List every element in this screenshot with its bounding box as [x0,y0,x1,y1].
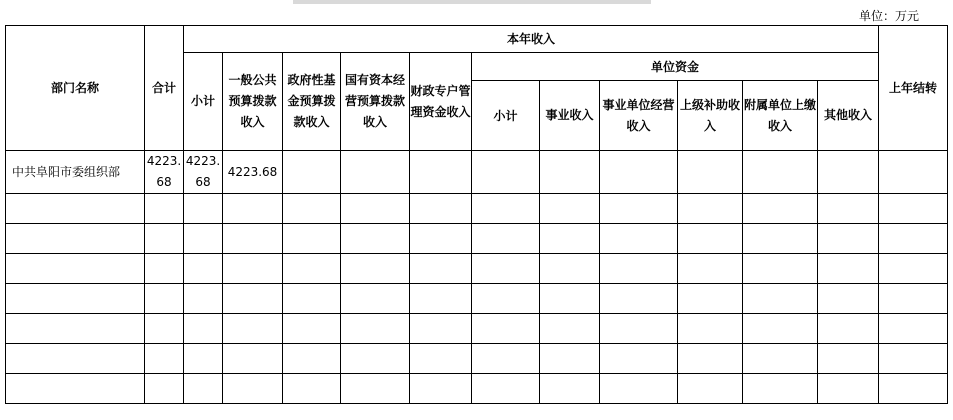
header-total: 合计 [145,26,184,151]
cell-business-operating [600,151,678,194]
cell-upper-subsidy [678,151,743,194]
header-general-budget: 一般公共预算拨款收入 [223,53,283,151]
cell-total: 4223.68 [145,151,184,194]
table-row-empty [6,254,948,284]
cell-general-budget: 4223.68 [223,151,283,194]
header-special-account: 财政专户管理资金收入 [410,53,472,151]
unit-label: 单位：万元 [858,9,919,23]
top-divider-bar [293,0,651,4]
cell-subtotal: 4223.68 [184,151,223,194]
cell-other-income [818,151,879,194]
header-affiliated-turnover: 附属单位上缴收入 [743,81,818,151]
header-unit-funds: 单位资金 [472,53,879,81]
header-current-income: 本年收入 [184,26,879,53]
cell-prior-carryover [879,151,948,194]
cell-affiliated-turnover [743,151,818,194]
cell-state-capital [341,151,410,194]
header-upper-subsidy: 上级补助收入 [678,81,743,151]
header-state-capital: 国有资本经营预算拨款收入 [341,53,410,151]
table-row-empty [6,284,948,314]
header-gov-fund: 政府性基金预算拨款收入 [283,53,341,151]
header-unit-subtotal: 小计 [472,81,540,151]
cell-special-account [410,151,472,194]
table-row-empty [6,224,948,254]
table-row-empty [6,314,948,344]
header-business-operating: 事业单位经营收入 [600,81,678,151]
table-row-empty [6,374,948,404]
header-dept-name: 部门名称 [6,26,145,151]
cell-unit-subtotal [472,151,540,194]
header-business-income: 事业收入 [540,81,600,151]
header-other-income: 其他收入 [818,81,879,151]
header-prior-carryover: 上年结转 [879,26,948,151]
table-row [6,151,948,194]
income-table [5,25,948,404]
table-row-empty [6,194,948,224]
cell-dept: 中共阜阳市委组织部 [6,151,145,194]
header-subtotal: 小计 [184,53,223,151]
cell-business-income [540,151,600,194]
cell-gov-fund [283,151,341,194]
table-row-empty [6,344,948,374]
